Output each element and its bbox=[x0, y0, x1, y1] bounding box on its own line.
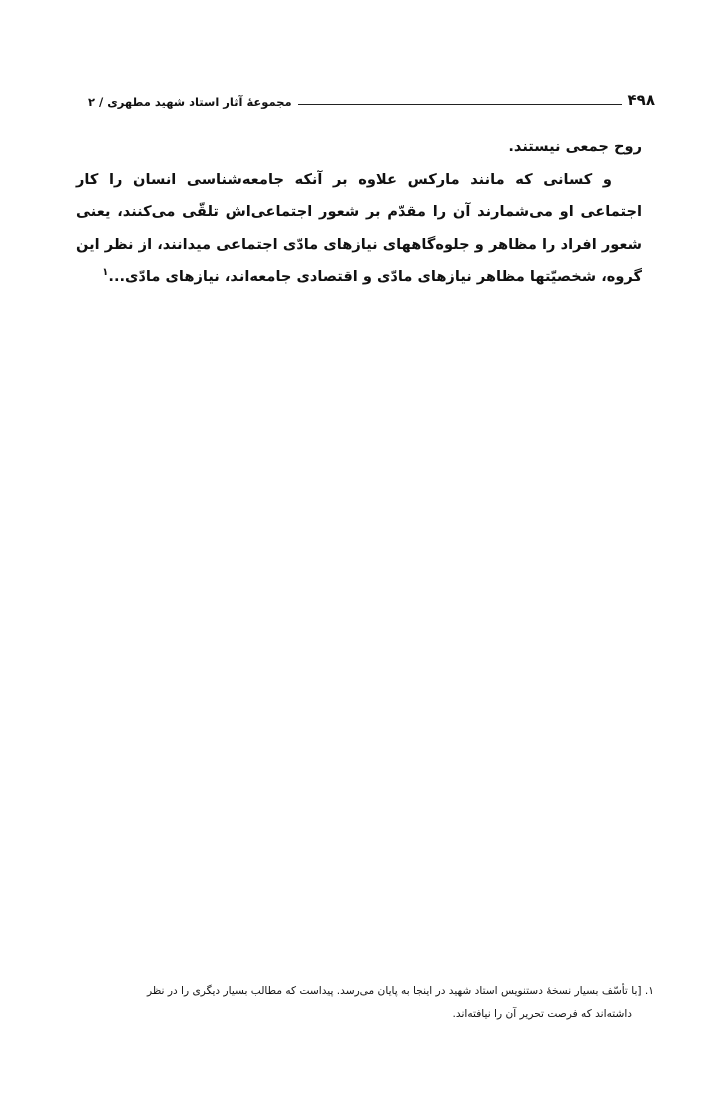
footnote-reference: ۱ bbox=[102, 267, 109, 279]
footnote-line-2: داشته‌اند که فرصت تحریر آن را نیافته‌اند. bbox=[452, 1008, 632, 1020]
running-title: مجموعهٔ آثار استاد شهید مطهری / ۲ bbox=[88, 95, 292, 109]
header-rule bbox=[298, 104, 622, 105]
body-paragraph bbox=[76, 164, 642, 294]
continuation-line bbox=[76, 131, 642, 164]
continuation-text: روح جمعی نیستند. bbox=[508, 138, 642, 155]
footnote bbox=[98, 980, 654, 1026]
footnote-line-1: ۱. [با تأسّف بسیار نسخهٔ دستنویس استاد شهید در اینجا به پایان می‌رسد. پیداست که مطالب بسیار دیگری را در نظر bbox=[146, 985, 654, 997]
page-header bbox=[88, 88, 655, 112]
main-text bbox=[76, 131, 642, 294]
paragraph-text: و کسانی که مانند مارکس علاوه بر آنکه جامعه‌شناسی انسان را کار اجتماعی او می‌شمارند آن را مقدّم بر شعور اجتماعی‌اش تلقّی می‌کنند، یعنی شعور افراد را مظاهر و جلوه‌گاههای نیازهای مادّی اجتماعی میدانند، از نظر این گروه، شخصیّتها مظاهر نیازهای مادّی و اقتصادی جامعه‌اند، نیازهای مادّی... bbox=[76, 170, 642, 285]
page-number: ۴۹۸ bbox=[627, 91, 655, 109]
